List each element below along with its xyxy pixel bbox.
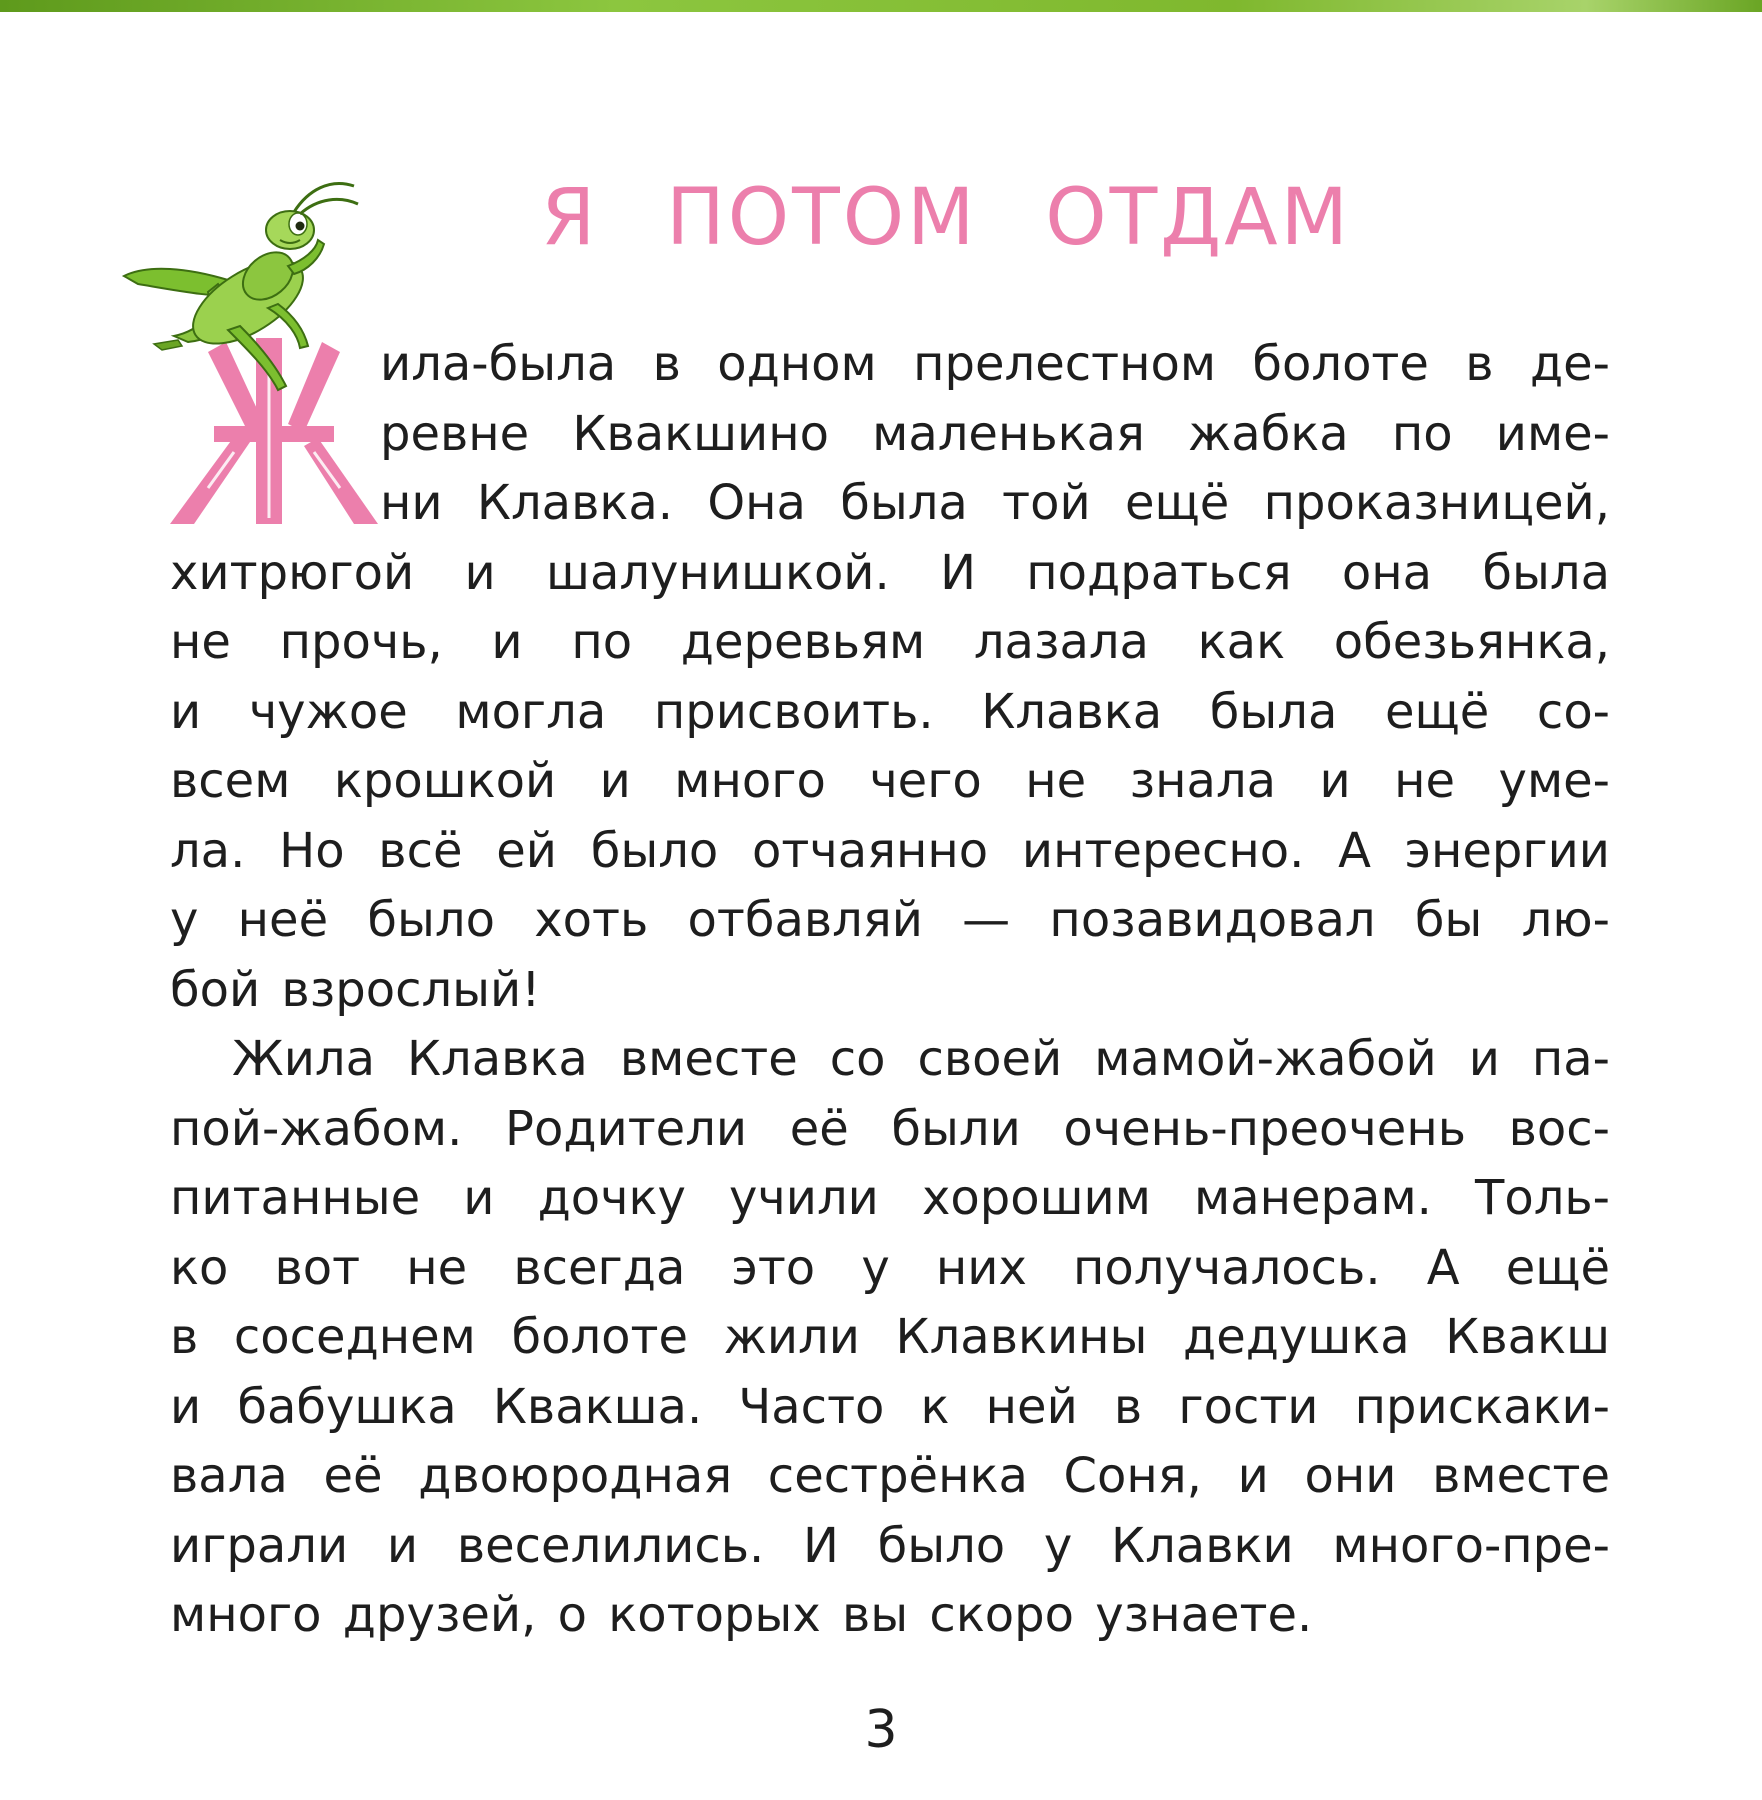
text-line: много друзей, о которых вы скоро узнаете. [170, 1587, 1313, 1643]
story-text [170, 330, 1610, 1651]
story-title: Я ПОТОМ ОТДАМ [541, 173, 1351, 263]
text-line: ко вот не всегда это у них получалось. А ещё [170, 1239, 1610, 1296]
text-line: играли и веселились. И было у Клавки много-пре- [170, 1517, 1610, 1574]
text-line: всем крошкой и много чего не знала и не уме- [170, 753, 1610, 809]
top-decorative-band [0, 0, 1762, 12]
text-line: пой-жабом. Родители её были очень-преочень вос- [170, 1100, 1610, 1157]
text-line: хитрюгой и шалунишкой. И подраться она была [170, 544, 1610, 601]
text-line: бой взрослый! [170, 961, 541, 1018]
text-line: ревне Квакшино маленькая жабка по име- [380, 405, 1610, 462]
text-line: у неё было хоть отбавляй — позавидовал бы лю- [170, 892, 1610, 948]
text-line: ила-была в одном прелестном болоте в де- [380, 336, 1610, 392]
text-line: в соседнем болоте жили Клавкины дедушка Квакш [170, 1309, 1610, 1365]
text-line: вала её двоюродная сестрёнка Соня, и они вместе [170, 1448, 1610, 1504]
text-line: питанные и дочку учили хорошим манерам. Толь- [170, 1170, 1610, 1226]
text-line: Жила Клавка вместе со своей мамой-жабой и па- [232, 1031, 1610, 1087]
text-line: ни Клавка. Она была той ещё проказницей, [380, 475, 1610, 531]
text-line: и чужое могла присвоить. Клавка была ещё со- [170, 683, 1610, 740]
text-line: и бабушка Квакша. Часто к ней в гости прискаки- [170, 1378, 1610, 1435]
page-number: 3 [864, 1700, 898, 1760]
text-line: не прочь, и по деревьям лазала как обезьянка, [170, 614, 1610, 670]
text-line: ла. Но всё ей было отчаянно интересно. А энергии [170, 822, 1610, 879]
